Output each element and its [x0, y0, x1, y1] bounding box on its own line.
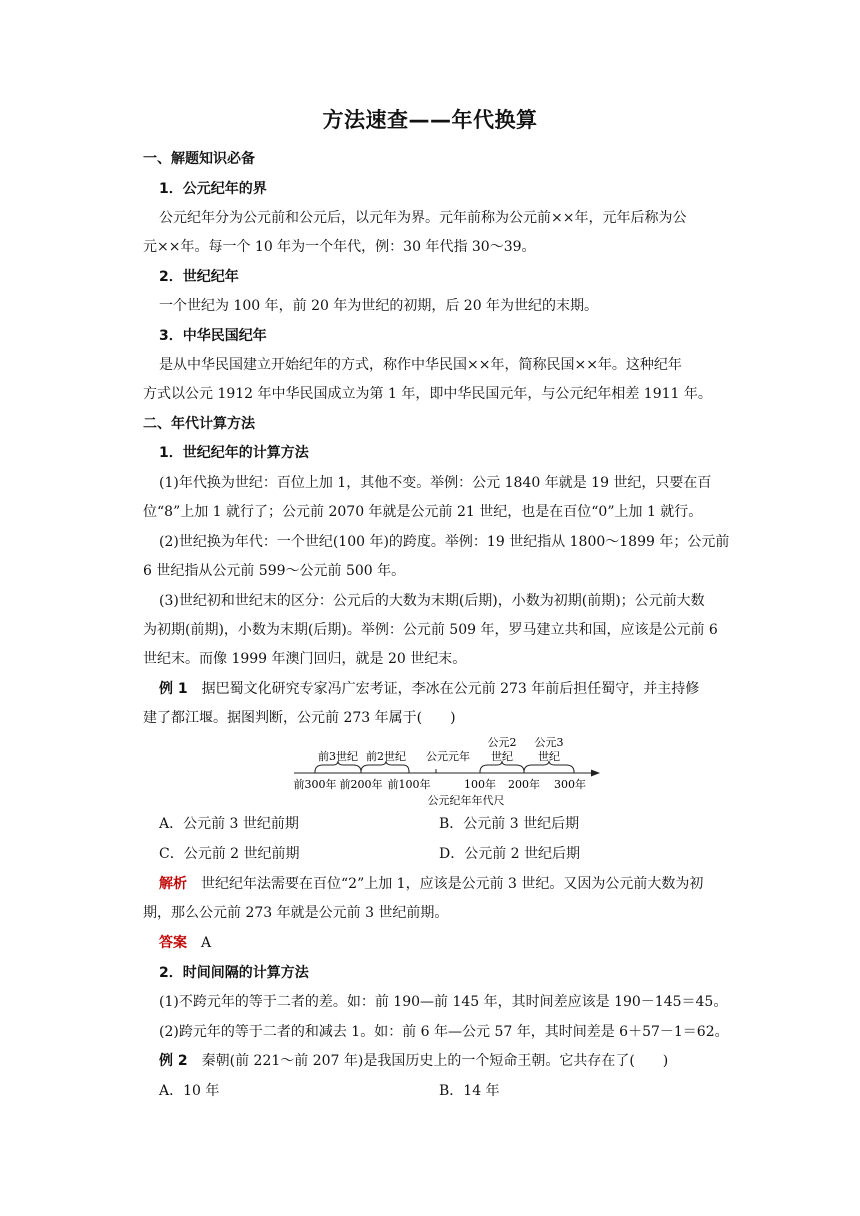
- example-2-line: [159, 1050, 739, 1072]
- page-title: 方法速查——年代换算: [322, 108, 538, 132]
- paragraph-line: (1)年代换为世纪：百位上加 1，其他不变。举例：公元 1840 年就是 19 世纪，只要在百: [159, 475, 712, 491]
- example-2-text: 秦朝(前 221～前 207 年)是我国历史上的一个短命王朝。它共存在了( ): [201, 1053, 669, 1069]
- paragraph-line: 为初期(前期)，小数为末期(后期)。举例：公元前 509 年，罗马建立共和国，应该是公元前 6: [143, 622, 718, 638]
- answer-label: 答案: [159, 935, 187, 951]
- paragraph-line: 建了都江堰。据图判断，公元前 273 年属于( ): [143, 710, 456, 726]
- example-1-line: [159, 678, 739, 700]
- paragraph-line: 6 世纪指从公元前 599～公元前 500 年。: [143, 563, 406, 579]
- diagram-label-c1: 前3世纪: [318, 750, 358, 763]
- diagram-label-c3: 公元元年: [426, 750, 470, 763]
- paragraph-line: (2)跨元年的等于二者的和减去 1。如：前 6 年—公元 57 年，其时间差是 6＋57－1＝62。: [159, 1024, 729, 1040]
- paragraph-line: (2)世纪换为年代：一个世纪(100 年)的跨度。举例：19 世纪指从 1800～1899 年；公元前: [159, 534, 730, 550]
- option-b: B．14 年: [439, 1083, 500, 1099]
- subheading-5: 2．时间间隔的计算方法: [159, 965, 309, 981]
- example-2-label: 例 2: [159, 1053, 188, 1069]
- timeline-ticks: [315, 769, 574, 773]
- subheading-3: 3．中华民国纪年: [159, 328, 267, 344]
- option-d: D．公元前 2 世纪后期: [439, 846, 581, 862]
- answer-value: A: [201, 935, 212, 951]
- tick-label-t2: 前200年: [339, 778, 383, 791]
- paragraph-line: 一个世纪为 100 年，前 20 年为世纪的初期，后 20 年为世纪的末期。: [159, 298, 599, 314]
- tick-label-t1: 前300年: [293, 778, 337, 791]
- timeline-diagram: [290, 734, 610, 812]
- section-heading-2: 二、年代计算方法: [143, 416, 255, 432]
- subheading-1: 1．公元纪年的界: [159, 181, 267, 197]
- diagram-label-c4b: 世纪: [491, 750, 513, 763]
- tick-label-t3: 前100年: [387, 778, 431, 791]
- option-b: B．公元前 3 世纪后期: [439, 816, 580, 832]
- example-1-label: 例 1: [159, 681, 188, 697]
- tick-label-t6: 300年: [554, 778, 586, 791]
- option-a: A．公元前 3 世纪前期: [159, 816, 299, 832]
- diagram-label-c4a: 公元2: [487, 736, 517, 749]
- analysis-line: [159, 873, 739, 895]
- paragraph-line: 世纪末。而像 1999 年澳门回归，就是 20 世纪末。: [143, 651, 467, 667]
- timeline-arrow: [591, 770, 600, 777]
- diagram-label-c5b: 世纪: [538, 750, 560, 763]
- paragraph-line: (3)世纪初和世纪末的区分：公元后的大数为末期(后期)，小数为初期(前期)；公元前大数: [159, 593, 705, 609]
- paragraph-line: 公元纪年分为公元前和公元后，以元年为界。元年前称为公元前××年，元年后称为公: [159, 210, 687, 226]
- example-1-text: 据巴蜀文化研究专家冯广宏考证，李冰在公元前 273 年前后担任蜀守，并主持修: [201, 681, 700, 697]
- diagram-label-c5a: 公元3: [534, 736, 564, 749]
- diagram-label-c2: 前2世纪: [366, 750, 406, 763]
- paragraph-line: 是从中华民国建立开始纪年的方式，称作中华民国××年，简称民国××年。这种纪年: [159, 357, 682, 373]
- answer-line: [159, 932, 739, 954]
- paragraph-line: (1)不跨元年的等于二者的差。如：前 190—前 145 年，其时间差应该是 190－145＝45。: [159, 994, 728, 1010]
- option-c: C．公元前 2 世纪前期: [159, 846, 300, 862]
- option-a: A．10 年: [159, 1083, 220, 1099]
- subheading-2: 2．世纪纪年: [159, 269, 239, 285]
- subheading-4: 1．世纪纪年的计算方法: [159, 445, 309, 461]
- analysis-text: 世纪纪年法需要在百位“2”上加 1，应该是公元前 3 世纪。又因为公元前大数为初: [201, 876, 704, 892]
- analysis-label: 解析: [159, 876, 187, 892]
- diagram-caption: 公元纪年年代尺: [427, 794, 505, 807]
- tick-label-t5: 200年: [508, 778, 540, 791]
- paragraph-line: 期，那么公元前 273 年就是公元前 3 世纪前期。: [143, 905, 449, 921]
- paragraph-line: 元××年。每一个 10 年为一个年代，例：30 年代指 30～39。: [143, 239, 536, 255]
- section-heading-1: 一、解题知识必备: [143, 151, 255, 167]
- tick-label-t4: 100年: [464, 778, 496, 791]
- paragraph-line: 位“8”上加 1 就行了；公元前 2070 年就是公元前 21 世纪，也是在百位“0”上加 1 就行。: [143, 504, 703, 520]
- paragraph-line: 方式以公元 1912 年中华民国成立为第 1 年，即中华民国元年，与公元纪年相差 1911 年。: [143, 386, 712, 402]
